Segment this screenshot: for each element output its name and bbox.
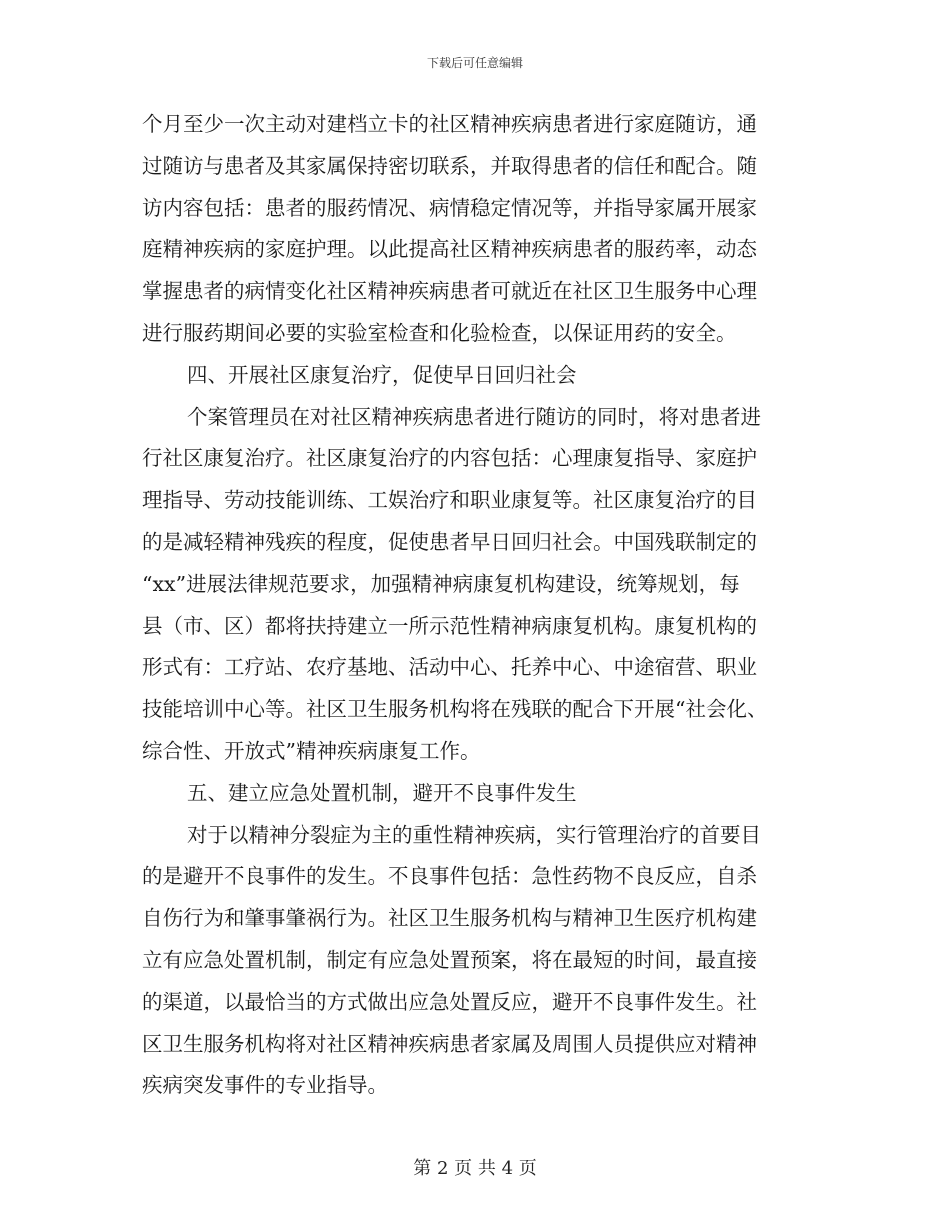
text-line: 掌握患者的病情变化社区精神疾病患者可就近在社区卫生服务中心理 — [142, 279, 757, 304]
text-line: 理指导、劳动技能训练、工娱治疗和职业康复等。社区康复治疗的目 — [142, 488, 757, 513]
text-line: 访内容包括：患者的服药情况、病情稳定情况等，并指导家属开展家 — [142, 195, 757, 220]
text-line: 的渠道，以最恰当的方式做出应急处置反应，避开不良事件发生。社 — [142, 989, 757, 1014]
text-line: 区卫生服务机构将对社区精神疾病患者家属及周围人员提供应对精神 — [142, 1031, 757, 1056]
document-body — [142, 104, 818, 1107]
text-line: “xx”进展法律规范要求，加强精神病康复机构建设，统筹规划，每 — [142, 571, 740, 596]
page-number-footer: 第 2 页 共 4 页 — [413, 1158, 537, 1179]
paragraph-first-line: 五、建立应急处置机制，避开不良事件发生 — [187, 780, 577, 805]
text-line: 过随访与患者及其家属保持密切联系，并取得患者的信任和配合。随 — [142, 153, 757, 178]
text-line: 行社区康复治疗。社区康复治疗的内容包括：心理康复指导、家庭护 — [142, 446, 757, 471]
paragraph-first-line: 对于以精神分裂症为主的重性精神疾病，实行管理治疗的首要目 — [187, 822, 761, 847]
paragraph-first-line: 个案管理员在对社区精神疾病患者进行随访的同时，将对患者进 — [187, 404, 761, 429]
text-line: 立有应急处置机制，制定有应急处置预案，将在最短的时间，最直接 — [142, 947, 757, 972]
text-line: 技能培训中心等。社区卫生服务机构将在残联的配合下开展“社会化、 — [142, 697, 768, 722]
text-line: 进行服药期间必要的实验室检查和化验检查，以保证用药的安全。 — [142, 320, 737, 345]
page-header: 下载后可任意编辑 — [426, 56, 523, 70]
text-line: 疾病突发事件的专业指导。 — [142, 1073, 388, 1098]
paragraph-first-line: 四、开展社区康复治疗，促使早日回归社会 — [187, 362, 577, 387]
text-line: 自伤行为和肇事肇祸行为。社区卫生服务机构与精神卫生医疗机构建 — [142, 906, 757, 931]
text-line: 综合性、开放式”精神疾病康复工作。 — [142, 738, 481, 763]
text-line: 庭精神疾病的家庭护理。以此提高社区精神疾病患者的服药率，动态 — [142, 237, 757, 262]
text-line: 形式有：工疗站、农疗基地、活动中心、托养中心、中途宿营、职业 — [142, 655, 757, 680]
text-line: 个月至少一次主动对建档立卡的社区精神疾病患者进行家庭随访，通 — [142, 112, 757, 136]
text-line: 的是避开不良事件的发生。不良事件包括：急性药物不良反应，自杀 — [142, 864, 757, 889]
text-line: 县（市、区）都将扶持建立一所示范性精神病康复机构。康复机构的 — [142, 613, 757, 638]
text-line: 的是减轻精神残疾的程度，促使患者早日回归社会。中国残联制定的 — [142, 529, 757, 554]
